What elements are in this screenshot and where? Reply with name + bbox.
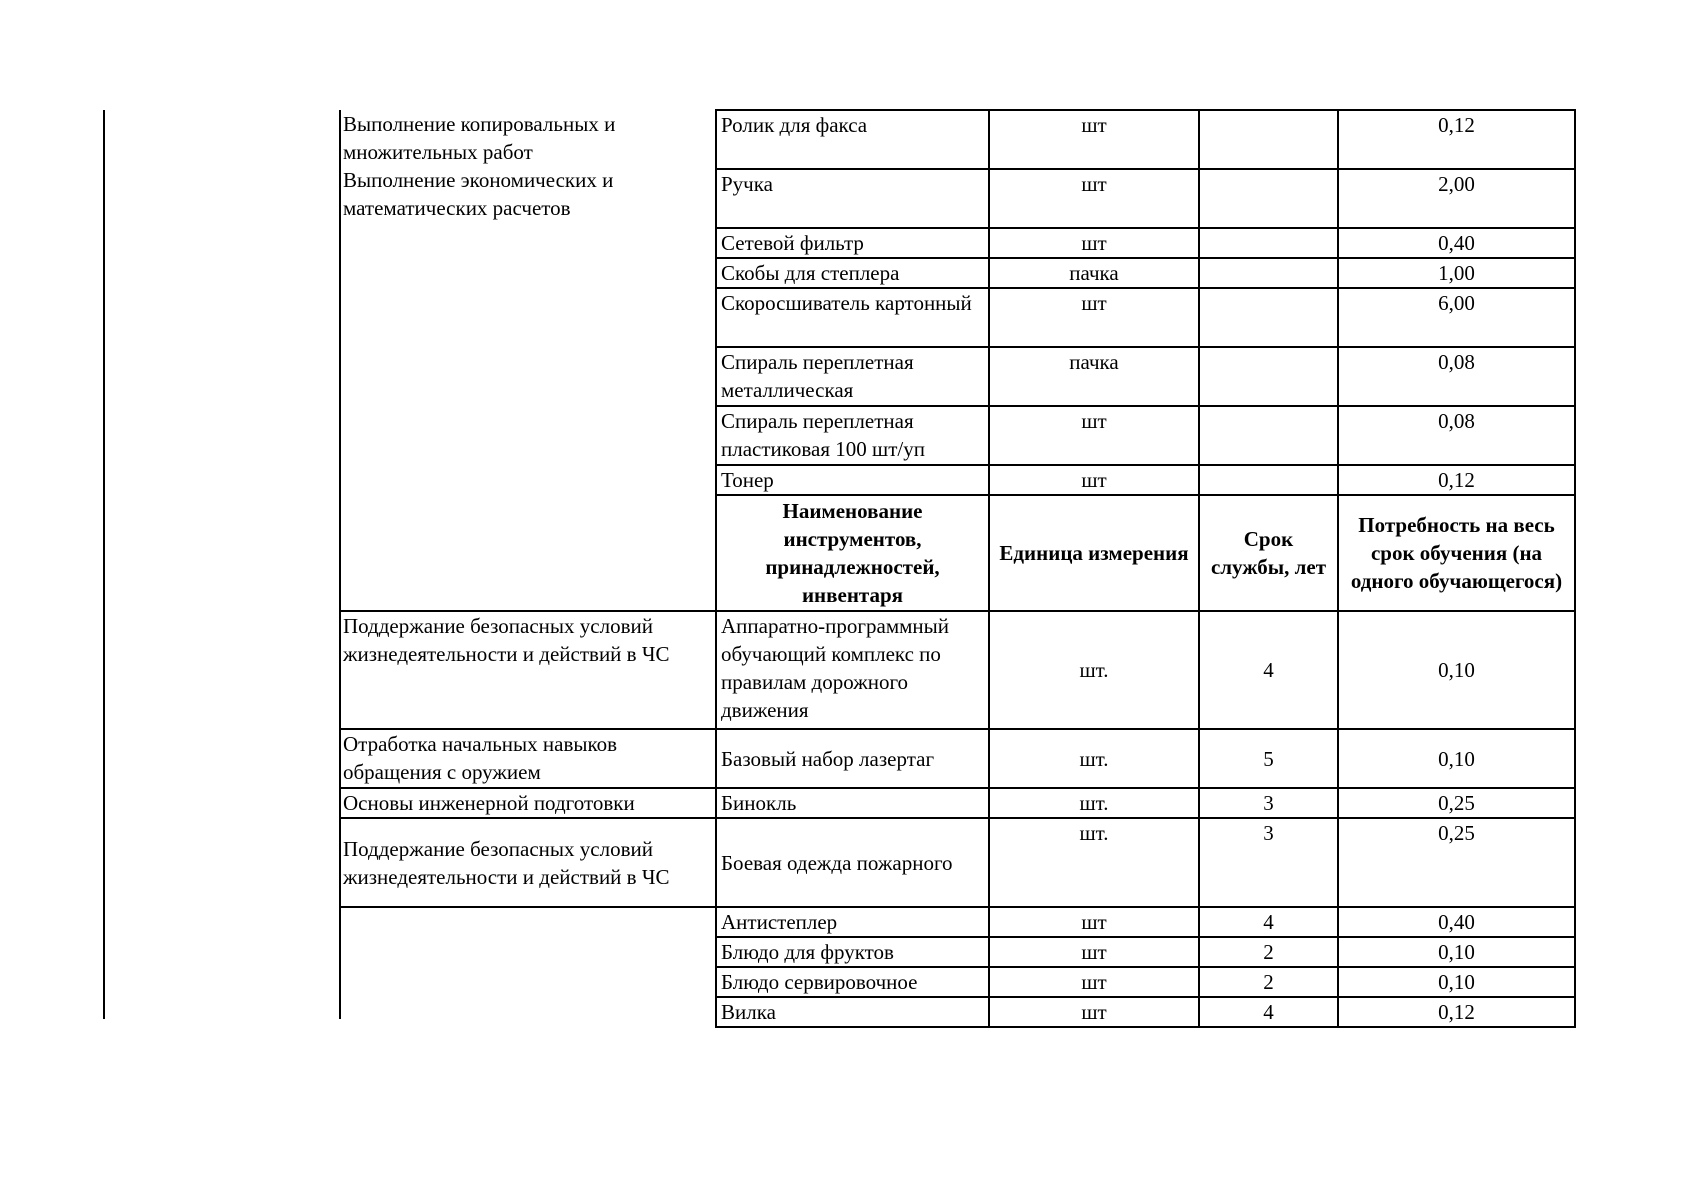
item-need: 0,10 [1338, 967, 1575, 997]
item-need: 0,12 [1338, 110, 1575, 169]
item-unit: шт [989, 169, 1199, 228]
header-unit: Единица измерения [989, 495, 1199, 611]
activity-economic-calc: Выполнение экономических и математических расчетов [343, 168, 614, 220]
item-need: 0,12 [1338, 997, 1575, 1027]
item-need: 6,00 [1338, 288, 1575, 347]
item-need: 2,00 [1338, 169, 1575, 228]
table-row [339, 818, 1575, 907]
item-unit: шт. [989, 729, 1199, 788]
item-life [1199, 406, 1338, 465]
item-life: 5 [1199, 729, 1338, 788]
table-row [339, 110, 1575, 169]
item-need: 0,25 [1338, 788, 1575, 818]
item-life [1199, 110, 1338, 169]
table-row [339, 611, 1575, 729]
activity-cell [339, 110, 716, 611]
item-name: Блюдо сервировочное [716, 967, 989, 997]
item-unit: шт [989, 288, 1199, 347]
inventory-table [339, 109, 1576, 1028]
header-life: Срок службы, лет [1199, 495, 1338, 611]
item-name: Блюдо для фруктов [716, 937, 989, 967]
item-name: Аппаратно-программный обучающий комплекс по правилам дорожного движения [716, 611, 989, 729]
item-need: 0,10 [1338, 937, 1575, 967]
activity-safety: Поддержание безопасных условий жизнедеятельности и действий в ЧС [339, 611, 716, 729]
item-name: Бинокль [716, 788, 989, 818]
item-unit: шт [989, 967, 1199, 997]
item-need: 0,10 [1338, 611, 1575, 729]
item-need: 0,08 [1338, 347, 1575, 406]
item-life [1199, 288, 1338, 347]
item-life [1199, 258, 1338, 288]
item-need: 1,00 [1338, 258, 1575, 288]
item-need: 0,12 [1338, 465, 1575, 495]
header-name: Наименование инструментов, принадлежностей, инвентаря [716, 495, 989, 611]
item-life [1199, 169, 1338, 228]
item-name: Вилка [716, 997, 989, 1027]
item-life: 4 [1199, 907, 1338, 937]
item-life: 3 [1199, 788, 1338, 818]
item-name: Сетевой фильтр [716, 228, 989, 258]
item-unit: шт. [989, 788, 1199, 818]
activity-weapons: Отработка начальных навыков обращения с оружием [339, 729, 716, 788]
item-name: Скобы для степлера [716, 258, 989, 288]
item-unit: шт [989, 937, 1199, 967]
item-name: Базовый набор лазертаг [716, 729, 989, 788]
item-unit: пачка [989, 347, 1199, 406]
item-unit: шт [989, 228, 1199, 258]
item-unit: шт. [989, 611, 1199, 729]
item-unit: шт [989, 907, 1199, 937]
item-need: 0,25 [1338, 818, 1575, 907]
item-life: 2 [1199, 967, 1338, 997]
item-name: Спираль переплетная пластиковая 100 шт/уп [716, 406, 989, 465]
item-unit: пачка [989, 258, 1199, 288]
item-name: Боевая одежда пожарного [716, 818, 989, 907]
item-name: Тонер [716, 465, 989, 495]
activity-engineering: Основы инженерной подготовки [339, 788, 716, 818]
header-need: Потребность на весь срок обучения (на одного обучающегося) [1338, 495, 1575, 611]
item-unit: шт [989, 997, 1199, 1027]
item-name: Скоросшиватель картонный [716, 288, 989, 347]
item-need: 0,40 [1338, 228, 1575, 258]
item-unit: шт [989, 465, 1199, 495]
table-row [339, 729, 1575, 788]
item-unit: шт [989, 110, 1199, 169]
item-life: 2 [1199, 937, 1338, 967]
item-name: Ролик для факса [716, 110, 989, 169]
item-life [1199, 347, 1338, 406]
table-row [339, 788, 1575, 818]
item-life [1199, 465, 1338, 495]
item-need: 0,40 [1338, 907, 1575, 937]
item-life [1199, 228, 1338, 258]
item-life: 3 [1199, 818, 1338, 907]
activity-safety-2: Поддержание безопасных условий жизнедеятельности и действий в ЧС [339, 818, 716, 907]
item-name: Антистеплер [716, 907, 989, 937]
item-unit: шт [989, 406, 1199, 465]
item-need: 0,10 [1338, 729, 1575, 788]
item-unit: шт. [989, 818, 1199, 907]
activity-copy-works: Выполнение копировальных и множительных работ [343, 112, 616, 164]
activity-empty [339, 907, 716, 1027]
item-name: Ручка [716, 169, 989, 228]
page-left-rule [103, 110, 105, 1019]
item-need: 0,08 [1338, 406, 1575, 465]
item-name: Спираль переплетная металлическая [716, 347, 989, 406]
table-row [339, 907, 1575, 937]
item-life: 4 [1199, 997, 1338, 1027]
item-life: 4 [1199, 611, 1338, 729]
